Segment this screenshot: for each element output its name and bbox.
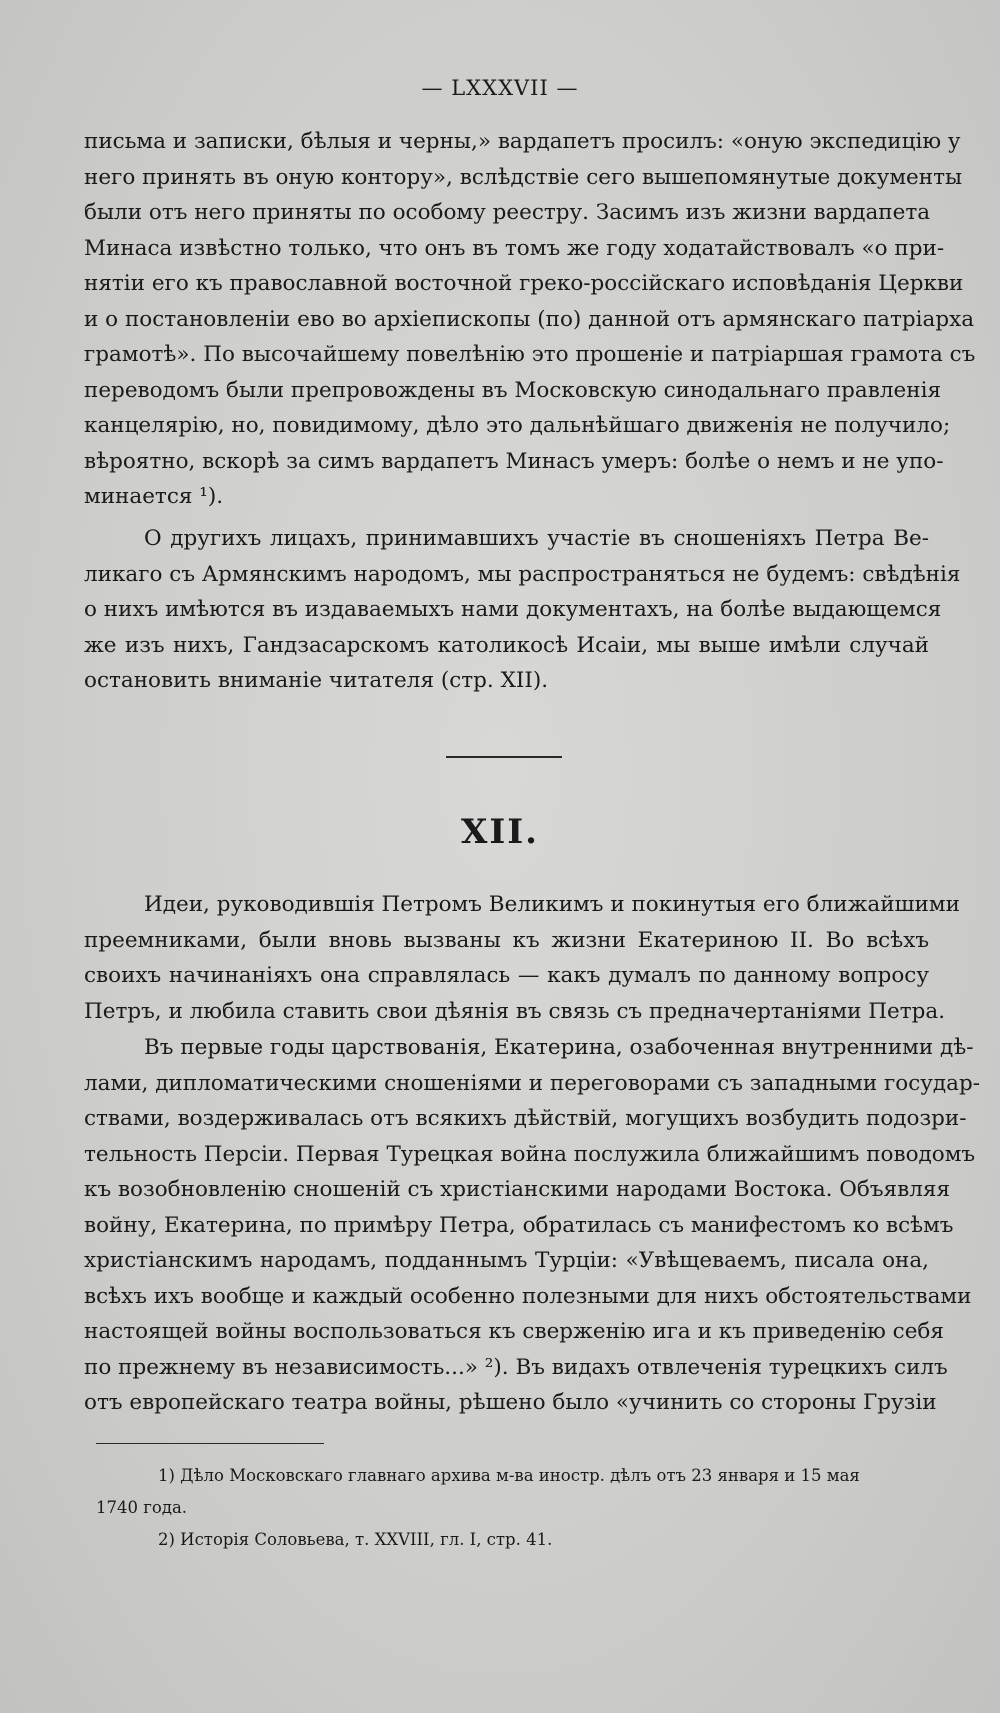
text-line: нятіи его къ православной восточной греко-россійскаго исповѣданія Церкви: [84, 271, 964, 296]
paragraph-catherine-ideas: [84, 887, 960, 1029]
text-line: Въ первые годы царствованія, Екатерина, озабоченная внутренними дѣ-: [144, 1035, 974, 1060]
paragraph-first-years: [84, 1030, 981, 1421]
text-line: всѣхъ ихъ вообще и каждый особенно полезными для нихъ обстоятельствами: [84, 1283, 972, 1309]
footnote-separator: [96, 1443, 324, 1444]
text-line: и о постановленіи ево во архіепископы (по) данной отъ армянскаго патріарха: [84, 306, 975, 332]
text-line: настоящей войны воспользоваться къ сверженію ига и къ приведенію себя: [84, 1319, 944, 1344]
section-heading: XII.: [460, 812, 540, 852]
footnote-1-line-1: 1) Дѣло Московскаго главнаго архива м-ва иностр. дѣлъ отъ 23 января и 15 мая: [158, 1466, 860, 1485]
text-line: Идеи, руководившія Петромъ Великимъ и покинутыя его ближайшими: [144, 892, 960, 917]
footnotes: [96, 1460, 929, 1556]
page-number-header: — LXXXVII —: [421, 76, 579, 100]
footnote-2: 2) Исторія Соловьева, т. XXVIII, гл. I, стр. 41.: [158, 1530, 553, 1549]
text-line: остановить вниманіе читателя (стр. XII).: [84, 668, 549, 693]
paragraph-other-persons: [84, 521, 961, 699]
text-line: же изъ нихъ, Гандзасарскомъ католикосѣ Исаіи, мы выше имѣли случай: [84, 632, 929, 658]
text-line: Минаса извѣстно только, что онъ въ томъ же году ходатайствовалъ «о при-: [84, 235, 945, 261]
text-line: Петръ, и любила ставить свои дѣянія въ связь съ предначертаніями Петра.: [84, 998, 946, 1024]
paragraph-continuation: [84, 124, 976, 515]
footnote-1-line-2: 1740 года.: [96, 1498, 188, 1517]
text-line: о нихъ имѣются въ издаваемыхъ нами документахъ, на болѣе выдающемся: [84, 597, 942, 622]
text-line: лами, дипломатическими сношеніями и переговорами съ западными государ-: [84, 1070, 981, 1096]
section-divider-rule: [446, 756, 562, 758]
text-line: переводомъ были препровождены въ Московскую синодальнаго правленія: [84, 377, 942, 403]
text-line: минается ¹).: [84, 484, 224, 509]
text-line: О другихъ лицахъ, принимавшихъ участіе въ сношеніяхъ Петра Ве-: [144, 526, 929, 551]
text-line: вѣроятно, вскорѣ за симъ вардапетъ Минасъ умеръ: болѣе о немъ и не упо-: [84, 448, 944, 474]
text-line: канцелярію, но, повидимому, дѣло это дальнѣйшаго движенія не получило;: [84, 413, 951, 438]
text-line: тельность Персіи. Первая Турецкая война послужила ближайшимъ поводомъ: [84, 1141, 976, 1167]
text-line: войну, Екатерина, по примѣру Петра, обратилась съ манифестомъ ко всѣмъ: [84, 1212, 954, 1238]
text-line: были отъ него приняты по особому реестру. Засимъ изъ жизни вардапета: [84, 200, 931, 225]
text-line: грамотѣ». По высочайшему повелѣнію это прошеніе и патріаршая грамота съ: [84, 342, 976, 367]
text-line: преемниками, были вновь вызваны къ жизни Екатериною II. Во всѣхъ: [84, 927, 929, 953]
text-line: христіанскимъ народамъ, подданнымъ Турціи: «Увѣщеваемъ, писала она,: [84, 1248, 929, 1273]
text-line: своихъ начинаніяхъ она справлялась — какъ думалъ по данному вопросу: [84, 963, 929, 988]
text-line: отъ европейскаго театра войны, рѣшено было «учинить со стороны Грузіи: [84, 1390, 937, 1415]
text-line: ствами, воздерживалась отъ всякихъ дѣйствій, могущихъ возбудить подозри-: [84, 1106, 967, 1131]
text-line: къ возобновленію сношеній съ христіанскими народами Востока. Объявляя: [84, 1177, 951, 1202]
text-line: ликаго съ Армянскимъ народомъ, мы распространяться не будемъ: свѣдѣнія: [84, 561, 961, 587]
text-line: по прежнему въ независимость...» ²). Въ видахъ отвлеченія турецкихъ силъ: [84, 1354, 948, 1380]
text-line: него принять въ оную контору», вслѣдствіе сего вышепомянутые документы: [84, 164, 963, 190]
text-line: письма и записки, бѣлыя и черны,» вардапетъ просилъ: «оную экспедицію у: [84, 129, 961, 154]
